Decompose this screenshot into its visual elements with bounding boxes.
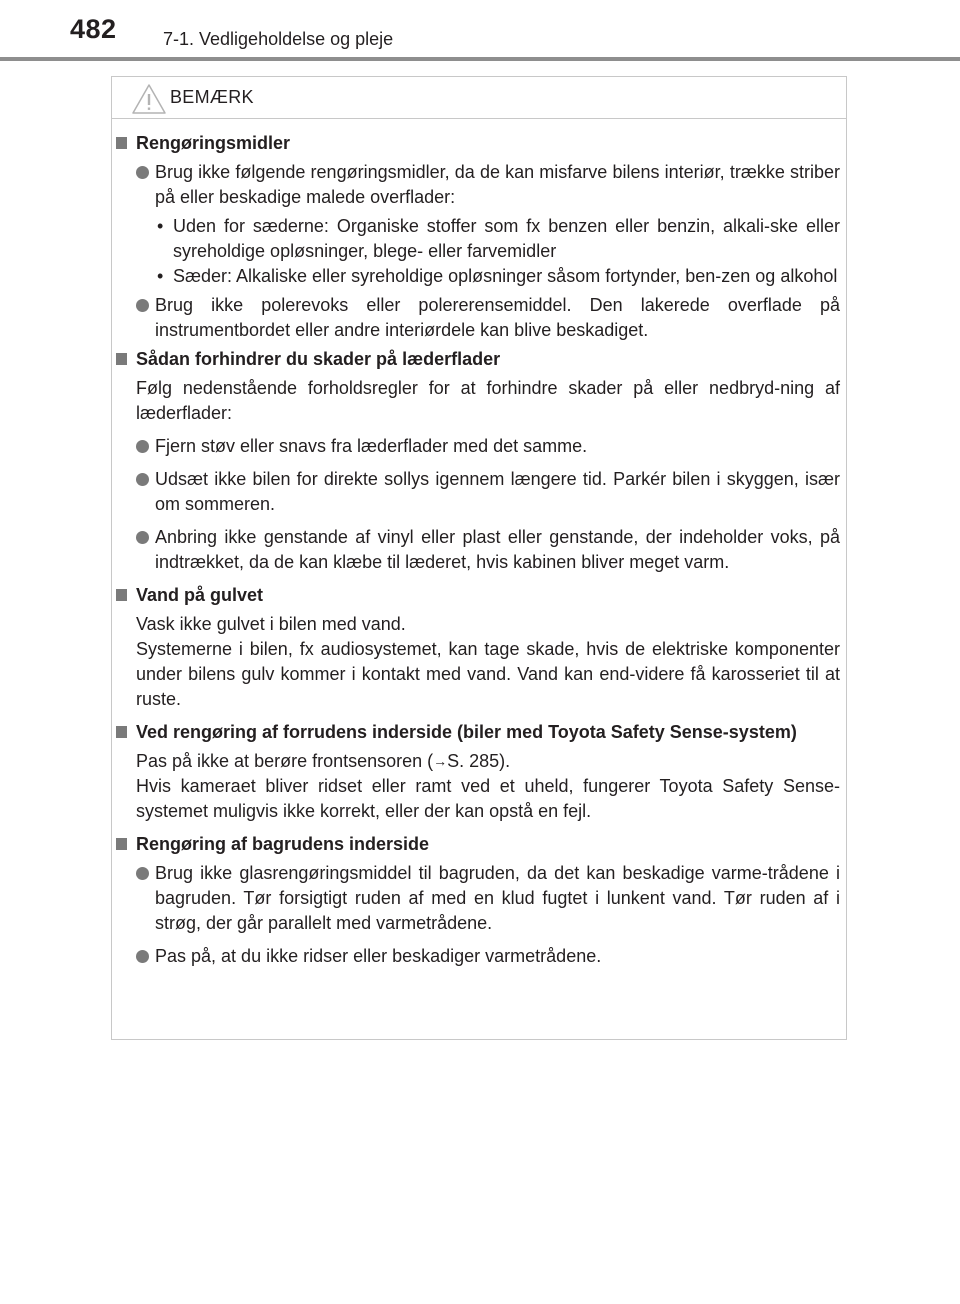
sub-bullet-item: • Uden for sæderne: Organiske stoffer som fx benzen eller benzin, alkali-ske eller syreholdige opløsninger, blege- eller farvemidler <box>115 214 840 264</box>
warning-triangle-icon <box>131 83 167 115</box>
bullet-item: Brug ikke glasrengøringsmiddel til bagruden, da det kan beskadige varme-trådene i bagruden. Tør forsigtigt ruden af med en klud fugtet i lunkent vand. Tør ruden af i strøg, der går parallelt med varmetrådene. <box>115 861 840 936</box>
bullet-item: Udsæt ikke bilen for direkte sollys igennem længere tid. Parkér bilen i skyggen, især om sommeren. <box>115 467 840 517</box>
paragraph: Hvis kameraet bliver ridset eller ramt ved et uheld, fungerer Toyota Safety Sense-systemet muligvis ikke korrekt, eller der kan opstå en fejl. <box>136 776 840 821</box>
heading-laederflader: Sådan forhindrer du skader på læderflader <box>115 347 840 372</box>
notice-header <box>112 77 846 119</box>
heading-forrude: Ved rengøring af forrudens inderside (biler med Toyota Safety Sense-system) <box>115 720 840 745</box>
page-reference-link[interactable]: S. 285). <box>447 751 511 771</box>
bullet-item: Pas på, at du ikke ridser eller beskadiger varmetrådene. <box>115 944 840 969</box>
bullet-item: Fjern støv eller snavs fra læderflader med det samme. <box>115 434 840 459</box>
bullet-item: Anbring ikke genstande af vinyl eller plast eller genstande, der indeholder voks, på indtrækket, da de kan klæbe til læderet, hvis kabinen bliver meget varm. <box>115 525 840 575</box>
notice-label: BEMÆRK <box>170 87 254 107</box>
heading-bagrude: Rengøring af bagrudens inderside <box>115 832 840 857</box>
bullet-item: Brug ikke følgende rengøringsmidler, da de kan misfarve bilens interiør, trække striber på eller beskadige malede overflader: <box>115 160 840 210</box>
heading-rengoringsmidler: Rengøringsmidler <box>115 131 840 156</box>
paragraph: Systemerne i bilen, fx audiosystemet, kan tage skade, hvis de elektriske komponenter under bilens gulv kommer i kontakt med vand. Vand kan end-videre få karosseriet til at ruste. <box>136 639 840 709</box>
header-rule <box>0 57 960 61</box>
page-number: 482 <box>70 14 117 44</box>
paragraph: Følg nedenstående forholdsregler for at forhindre skader på eller nedbryd-ning af læderflader: <box>136 378 840 423</box>
bullet-item: Brug ikke polerevoks eller polererensemiddel. Den lakerede overflade på instrumentbordet eller andre interiørdele kan blive beskadiget. <box>115 293 840 343</box>
sub-bullet-item: • Sæder: Alkaliske eller syreholdige opløsninger såsom fortynder, ben-zen og alkohol <box>115 264 840 289</box>
paragraph-page-reference <box>115 749 840 774</box>
heading-vand-paa-gulvet: Vand på gulvet <box>115 583 840 608</box>
paragraph: Vask ikke gulvet i bilen med vand. <box>136 614 406 634</box>
arrow-right-icon: → <box>433 753 448 769</box>
notice-content <box>115 131 840 969</box>
section-title: 7-1. Vedligeholdelse og pleje <box>163 29 394 49</box>
reference-text: Pas på ikke at berøre frontsensoren ( <box>136 751 434 771</box>
